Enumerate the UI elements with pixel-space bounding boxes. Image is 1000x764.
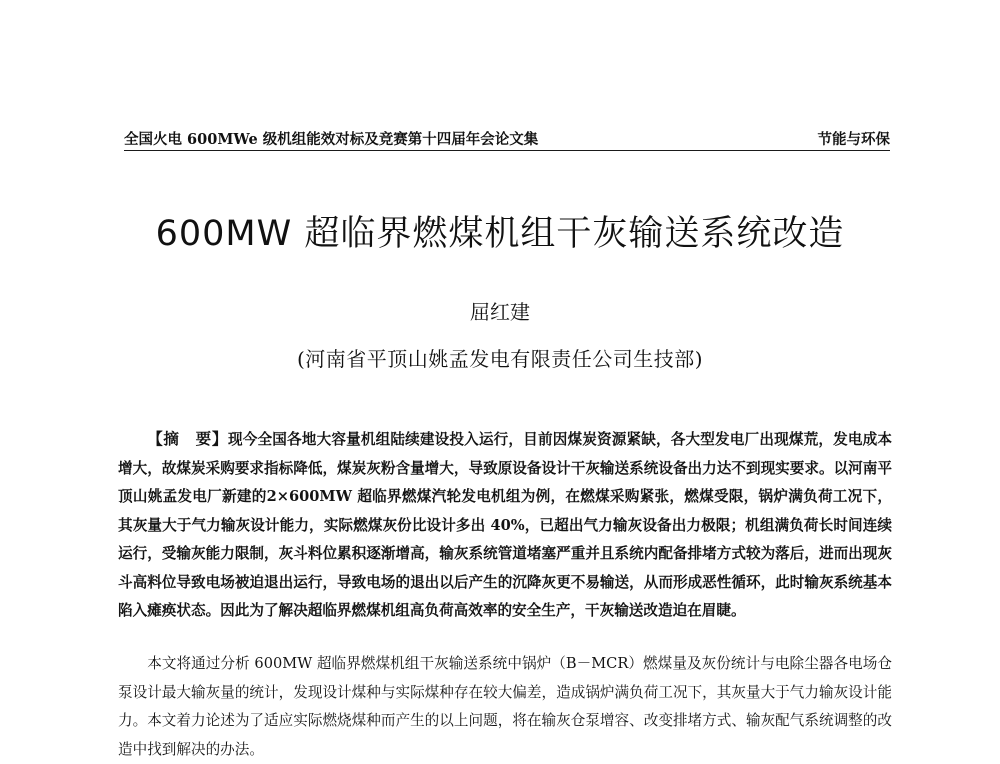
author-name: 屈红建 [470, 300, 530, 324]
abstract-paragraph [118, 425, 892, 626]
abstract-label: 【摘 要】 [147, 429, 229, 448]
journal-title: 全国火电 600MWe 级机组能效对标及竞赛第十四届年会论文集 [124, 131, 539, 148]
paper-title: 600MW 超临界燃煤机组干灰输送系统改造 [155, 214, 845, 254]
abstract-text: 现今全国各地大容量机组陆续建设投入运行，目前因煤炭资源紧缺，各大型发电厂出现煤荒，发电成本增大，故煤炭采购要求指标降低，煤炭灰粉含量增大，导致原设备设计干灰输送系统设备出力达不到现实要求。以河南平顶山姚孟发电厂新建的2×600MW 超临界燃煤汽轮发电机组为例，在燃煤采购紧张，燃煤受限，锅炉满负荷工况下，其灰量大于气力输灰设计能力，实际燃煤灰份比设计多出 40%，已超出气力输灰设备出力极限；机组满负荷长时间连续运行，受输灰能力限制，灰斗料位累积逐渐增高，输灰系统管道堵塞严重并且系统内配备排堵方式较为落后，进而出现灰斗高料位导致电场被迫退出运行，导致电场的退出以后产生的沉降灰更不易输送，从而形成恶性循环，此时输灰系统基本陷入瘫痪状态。因此为了解决超临界燃煤机组高负荷高效率的安全生产，干灰输送改造迫在眉睫。 [118, 431, 892, 619]
running-header [124, 128, 890, 151]
section-name: 节能与环保 [817, 131, 890, 148]
intro-paragraph: 本文将通过分析 600MW 超临界燃煤机组干灰输送系统中锅炉（B－MCR）燃煤量及灰份统计与电除尘器各电场仓泵设计最大输灰量的统计，发现设计煤种与实际煤种存在较大偏差，造成锅炉满负荷工况下，其灰量大于气力输灰设计能力。本文着力论述为了适应实际燃烧煤种而产生的以上问题，将在输灰仓泵增容、改变排堵方式、输灰配气系统调整的改造中找到解决的办法。 [118, 655, 892, 758]
author-affiliation: (河南省平顶山姚孟发电有限责任公司生技部) [296, 347, 704, 371]
